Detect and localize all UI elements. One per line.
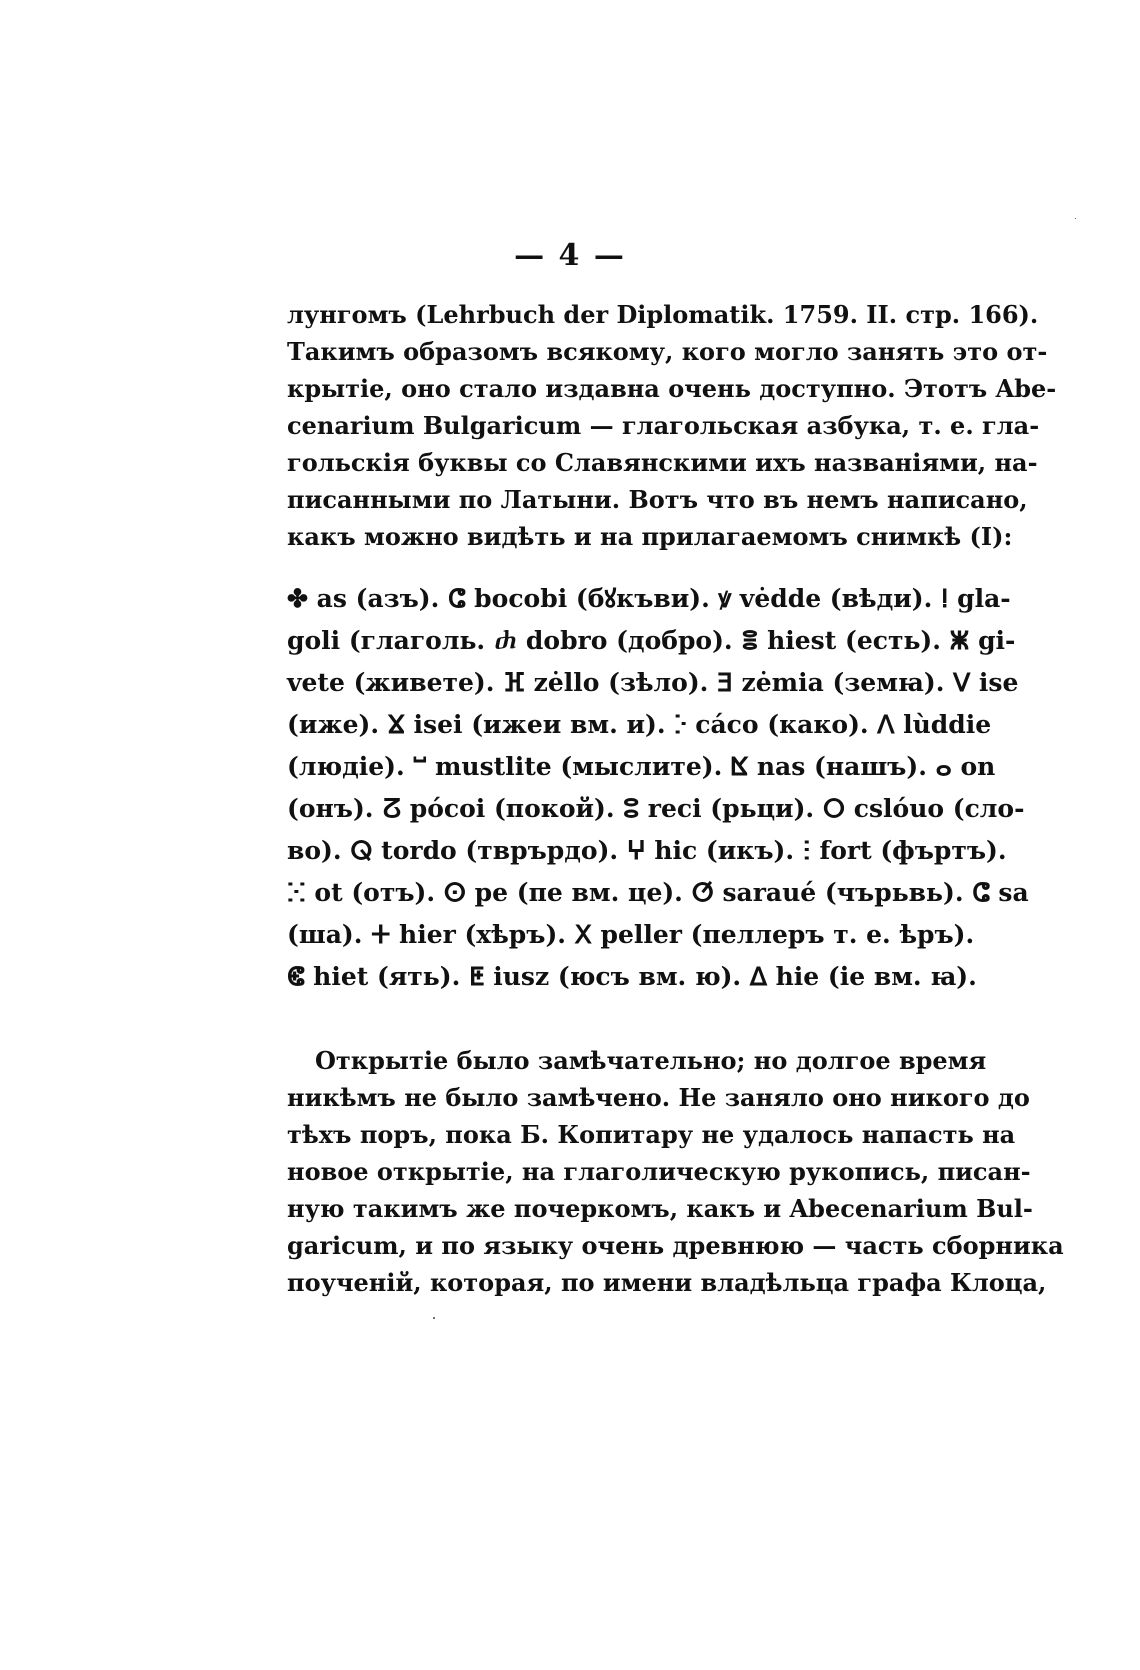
glagolitic-alphabet-list [287,578,1029,998]
text-line: крытіе, оно стало издавна очень доступно. Этотъ Abe- [287,374,1057,403]
scan-speck [433,1317,435,1319]
alphabet-line: во). ⵕ tordo (тврърдо). ⵖ hic (икъ). ⵗ fort (фъртъ). [287,836,1007,865]
paragraph-3 [287,1042,1064,1301]
page-number: — 4 — [514,238,626,273]
paragraph-1 [287,296,1057,555]
text-line: поученій, которая, по имени владѣльца графа Клоца, [287,1268,1047,1297]
text-line: писанными по Латыни. Вотъ что въ немъ написано, [287,485,1028,514]
text-line: гольскія буквы со Славянскими ихъ названіями, на- [287,448,1038,477]
text-line: Открытіе было замѣчательно; но долгое время [315,1046,987,1075]
text-line: Такимъ образомъ всякому, кого могло занять это от- [287,337,1048,366]
alphabet-line: (людіе). ⵯ mustlite (мыслите). ⴿ nas (нашъ). ⴰ on [287,752,996,781]
text-line: никѣмъ не было замѣчено. Не заняло оно никого до [287,1083,1030,1112]
text-line: какъ можно видѣть и на прилагаемомъ снимкѣ (I): [287,522,1013,551]
scan-speck [1075,218,1076,219]
alphabet-line: vete (живете). ⴼ zėllo (зѣло). ⴺ zėmia (земꙗ). ⴸ ise [287,668,1019,697]
text-line: ную такимъ же почеркомъ, какъ и Abecenarium Bul- [287,1194,1033,1223]
alphabet-line: (онъ). ⵒ pócoi (покой). ⵓ reci (рьци). ⵔ cslóuo (сло- [287,794,1025,823]
alphabet-line: ⵞ hiet (ять). ⵟ iusz (юсъ вм. ю). ⵠ hie (іе вм. ꙗ). [287,962,977,991]
text-line: новое открытіе, на глаголическую рукопись, писан- [287,1157,1031,1186]
text-line: garicum, и по языку очень древнюю — часть сборника [287,1231,1064,1260]
text-line: лунгомъ (Lehrbuch der Diplomatik. 1759. II. стр. 166). [287,300,1039,329]
alphabet-line: (иже). ⴴ isei (ижеи вм. и). ⴾ cáco (како). ⴷ lùddie [287,710,992,739]
text-line: cenarium Bulgaricum — глагольская азбука, т. е. гла- [287,411,1040,440]
text-line: тѣхъ поръ, пока Б. Копитару не удалось напасть на [287,1120,1016,1149]
alphabet-line: ⵘ ot (отъ). ⵙ pe (пе вм. це). ⵚ saraué (чърьвь). ⵛ sa [287,878,1029,907]
alphabet-line: (ша). ⵜ hier (хѣръ). ⵝ peller (пеллеръ т. е. ѣръ). [287,920,975,949]
alphabet-line: ✤ as (азъ). ⵛ bocobi (бꙋкъви). ꝟ vėdde (вѣди). ⵑ gla- [287,584,1011,613]
alphabet-line: goli (глаголь. ⴛ dobro (добро). ⴻ hiest (есть). ⵥ gi- [287,626,1016,655]
